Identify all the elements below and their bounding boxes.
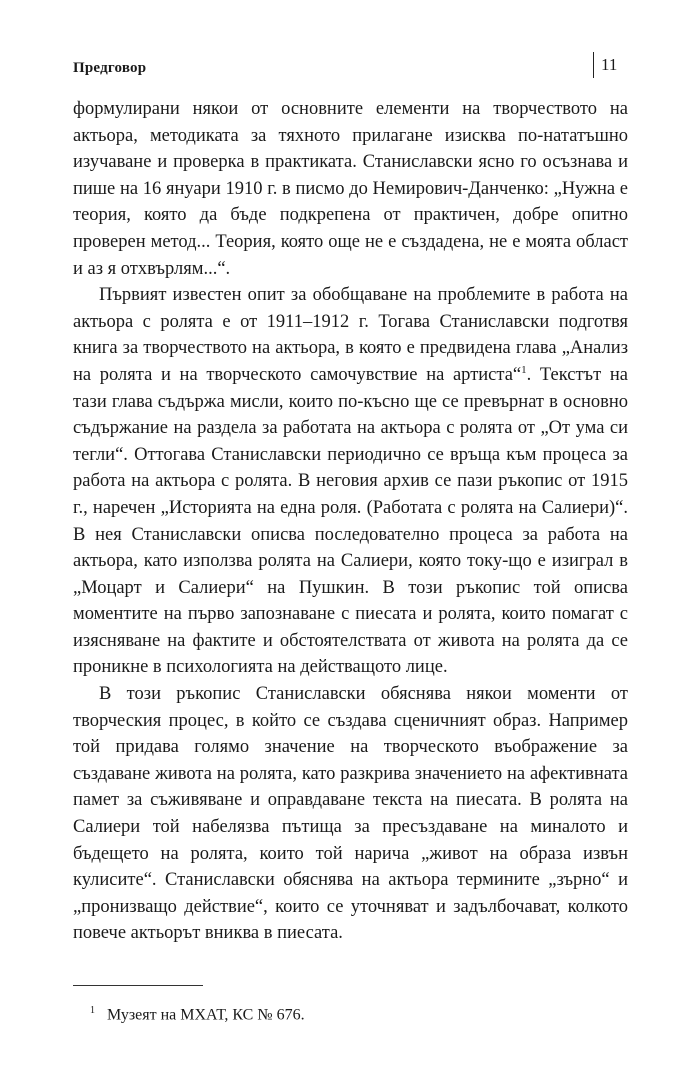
- paragraph-1: формулирани някои от основните елементи на творчеството на актьора, методиката за тяхното прилагане изисква по-нататъшно изучаване и проверка в практиката. Станиславски ясно го осъзнава и пише на 16 януари 1910 г. в писмо до Немирович-Данченко: „Нужна е теория, която да бъде подкрепена от практичен, добре опитно проверен метод... Теория, която още не е създадена, не е моята област и аз я отхвърлям...“.: [73, 99, 628, 279]
- running-title: Предговор: [73, 60, 147, 76]
- footnote: [90, 1001, 305, 1025]
- page-number: 11: [593, 52, 617, 78]
- paragraph-2-part-b: . Текстът на тази глава съдържа мисли, които по-късно ще се превърнат в основно съдържание на раздела за работата на актьора с ролята от „От ума си тегли“. Оттогава Станиславски периодично се връща към процеса за работа на актьора с ролята. В неговия архив се пази ръкопис от 1915 г., наречен „Историята на една роля. (Работата с ролята на Салиери)“. В нея Станиславски описва последователно процеса за работа на актьора, като използва ролята на Салиери, която току-що е изиграл в „Моцарт и Салиери“ на Пушкин. В този ръкопис той описва моментите на първо запознаване с пиесата и ролята, които помагат с изясняване на фактите и обстоятелствата от живота на ролята да се проникне в психологията на действащото лице.: [73, 364, 628, 678]
- footnote-reference[interactable]: 1: [521, 363, 527, 376]
- footnote-text: Музеят на МХАТ, КС № 676.: [107, 1006, 305, 1024]
- main-text: [73, 96, 628, 947]
- paragraph-2-part-a: Първият известен опит за обобщаване на проблемите в работа на актьора с ролята е от 1911–1912 г. Тогава Станиславски подготвя книга за творчеството на актьора, в която е предвидена глава „Анализ на ролята и на творческото самочувствие на артиста“: [73, 285, 628, 385]
- paragraph-2: [73, 282, 628, 681]
- footnote-divider: [73, 985, 203, 986]
- paragraph-3: В този ръкопис Станиславски обяснява някои моменти от творческия процес, в който се създава сценичният образ. Например той придава голямо значение на творческото въображение за създаване живота на ролята, като разкрива значението на афективната памет за съживяване и оправдаване текста на пиесата. В ролята на Салиери той набелязва пътища за пресъздаване на миналото и бъдещето на ролята, които той нарича „живот на образа извън кулисите“. Станиславски обяснява на актьора термините „зърно“ и „пронизващо действие“, които се уточняват и задълбочават, колкото повече актьорът вниква в пиесата.: [73, 684, 628, 944]
- footnote-mark: 1: [90, 1005, 95, 1016]
